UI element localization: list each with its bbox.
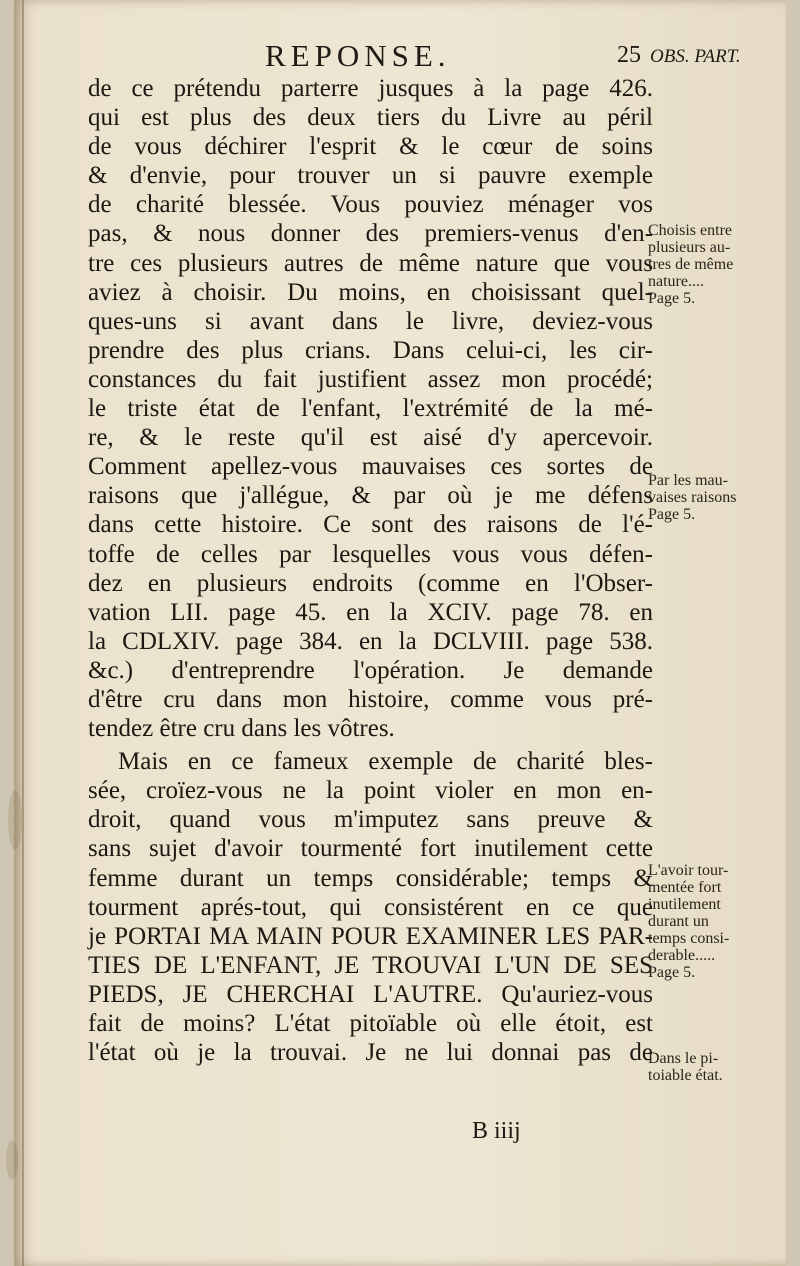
text-line: de ce prétendu parterre jusques à la page 426. <box>88 75 653 102</box>
margin-note-line: L'avoir tour- <box>648 862 729 879</box>
text-line: TIES DE L'ENFANT, JE TROUVAI L'UN DE SES <box>88 951 653 979</box>
page-number: 25 <box>617 42 641 68</box>
margin-note <box>648 1050 768 1084</box>
margin-note-line: nature.... <box>648 273 704 290</box>
margin-note-line: Choisis entre <box>648 222 732 239</box>
text-line: dans cette histoire. Ce sont des raisons de l'é- <box>88 511 653 539</box>
text-line: l'état où je la trouvai. Je ne lui donnai pas de <box>88 1039 653 1067</box>
margin-note-line: Page 5. <box>648 290 696 307</box>
page-stain <box>8 790 22 850</box>
margin-note-line: temps consi- <box>648 930 730 947</box>
margin-note-line: Page 5. <box>648 506 696 523</box>
margin-note-line: plusieurs au- <box>648 239 731 256</box>
text-line: d'être cru dans mon histoire, comme vous pré- <box>88 685 653 713</box>
text-line: sans sujet d'avoir tourmenté fort inutilement cette <box>88 835 653 863</box>
margin-note-line: tres de même <box>648 256 734 273</box>
margin-note-line: Page 5. <box>648 964 696 981</box>
text-line: Mais en ce fameux exemple de charité bles- <box>118 748 653 776</box>
margin-note-line: Dans le pi- <box>648 1050 719 1067</box>
text-line: ques-uns si avant dans le livre, deviez-vous <box>88 307 653 335</box>
text-line: &c.) d'entreprendre l'opération. Je demande <box>88 656 653 684</box>
text-line: dez en plusieurs endroits (comme en l'Obser- <box>88 569 653 597</box>
text-line: vation LII. page 45. en la XCIV. page 78. en <box>88 598 653 626</box>
margin-note <box>648 222 768 307</box>
text-line: tre ces plusieurs autres de même nature que vous <box>88 249 653 277</box>
text-line: & d'envie, pour trouver un si pauvre exemple <box>88 162 653 190</box>
text-line: PIEDS, JE CHERCHAI L'AUTRE. Qu'auriez-vous <box>88 980 653 1008</box>
margin-note <box>648 862 768 981</box>
page-stain <box>6 1140 18 1180</box>
running-head: REPONSE. <box>265 38 451 73</box>
text-line: femme durant un temps considérable; temps & <box>88 864 653 892</box>
text-line: je PORTAI MA MAIN POUR EXAMINER LES PAR- <box>88 922 653 950</box>
observation-tag: OBS. PART. <box>650 46 741 67</box>
text-line: la CDLXIV. page 384. en la DCLVIII. page 538. <box>88 627 653 655</box>
text-line: tendez être cru dans les vôtres. <box>88 715 395 743</box>
page-gutter <box>22 0 24 1266</box>
signature-mark: B iiij <box>472 1118 521 1144</box>
margin-note <box>648 472 768 523</box>
margin-note-line: Par les mau- <box>648 472 728 489</box>
text-line: prendre des plus crians. Dans celui-ci, les cir- <box>88 336 653 364</box>
margin-note-line: mentée fort <box>648 879 722 896</box>
margin-note-line: vaises raisons <box>648 489 737 506</box>
text-line: de vous déchirer l'esprit & le cœur de soins <box>88 133 653 161</box>
text-line: droit, quand vous m'imputez sans preuve & <box>88 806 653 834</box>
text-line: re, & le reste qu'il est aisé d'y apercevoir. <box>88 424 653 452</box>
margin-note-line: durant un <box>648 913 709 930</box>
text-line: le triste état de l'enfant, l'extrémité de la mé- <box>88 395 653 423</box>
text-line: aviez à choisir. Du moins, en choisissant quel- <box>88 278 653 306</box>
text-line: constances du fait justifient assez mon procédé; <box>88 365 653 393</box>
margin-note-line: derable..... <box>648 947 716 964</box>
main-text <box>88 74 653 1067</box>
margin-note-line: inutilement <box>648 896 721 913</box>
text-line: tourment aprés-tout, qui consistérent en ce que <box>88 893 653 921</box>
text-line: de charité blessée. Vous pouviez ménager vos <box>88 191 653 219</box>
text-line: fait de moins? L'état pitoïable où elle étoit, est <box>88 1010 653 1037</box>
text-line: qui est plus des deux tiers du Livre au péril <box>88 104 653 132</box>
margin-note-line: toiable état. <box>648 1067 723 1084</box>
text-line: pas, & nous donner des premiers-venus d'en- <box>88 220 653 248</box>
text-line: sée, croïez-vous ne la point violer en mon en- <box>88 777 653 805</box>
text-line: Comment apellez-vous mauvaises ces sortes de <box>88 453 653 481</box>
text-line: raisons que j'allégue, & par où je me défens <box>88 482 653 510</box>
text-line: toffe de celles par lesquelles vous vous défen- <box>88 540 653 568</box>
